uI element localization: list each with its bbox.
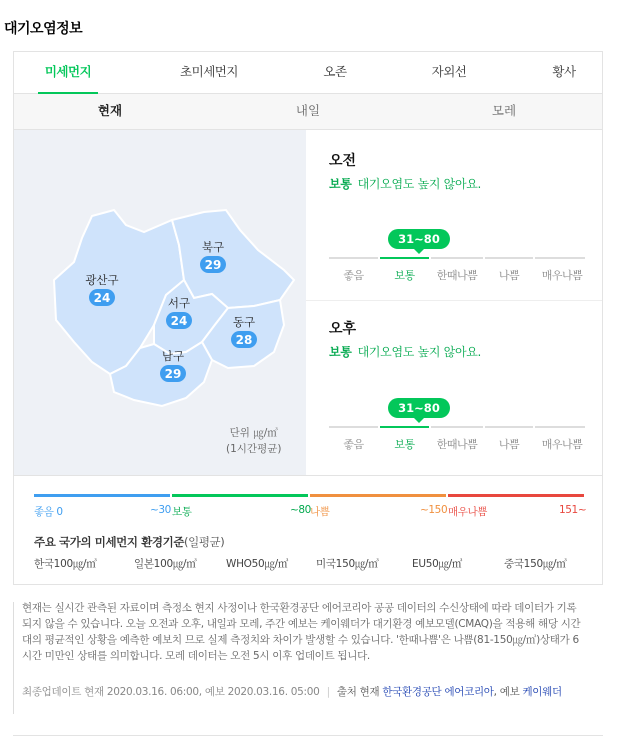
standards-title (34, 534, 224, 550)
standard-item: WHO50㎍/㎥ (226, 558, 289, 570)
day-tabs (14, 94, 602, 130)
forecast-pm-desc (329, 343, 481, 360)
source-link-kweather[interactable]: 케이웨더 (522, 686, 562, 698)
scale-seg (431, 257, 483, 259)
scale-seg (329, 257, 378, 259)
scale-seg (431, 426, 483, 428)
scale-seg (535, 257, 585, 259)
forecast-pm-grade: 보통 (329, 345, 352, 359)
tab-pm25[interactable]: 초미세먼지 (180, 64, 238, 79)
scale-seg-active (380, 257, 429, 259)
scale-label: 매우나쁨 (541, 269, 583, 282)
district-label-nam: 남구 (161, 349, 185, 363)
district-label-seo: 서구 (167, 296, 191, 310)
subtab-tomorrow[interactable]: 내일 (295, 103, 321, 118)
scale-label: 매우나쁨 (541, 438, 583, 451)
forecast-am-title: 오전 (329, 153, 357, 169)
tab-ozone[interactable]: 오존 (323, 64, 347, 79)
scale-label-active: 보통 (394, 269, 415, 282)
forecast-am (306, 130, 602, 300)
district-map (14, 130, 306, 475)
legend-bar-bad (310, 494, 446, 497)
scale-label: 한때나쁨 (436, 438, 478, 451)
legend-very-bad-label: 매우나쁨 (448, 506, 487, 518)
scale-label: 한때나쁨 (436, 269, 478, 282)
scale-label-active: 보통 (394, 438, 415, 451)
grade-legend (14, 475, 602, 586)
bottom-divider (13, 735, 603, 736)
notice-bar (13, 602, 14, 714)
update-info: 최종업데이트 현재 2020.03.16. 06:00, 예보 2020.03.16. 05:00 | 출처 현재 한국환경공단 에어코리아, 예보 케이웨더 (22, 686, 562, 698)
scale-seg (535, 426, 585, 428)
pollutant-tabs (14, 52, 602, 94)
district-label-gwangsan: 광산구 (85, 273, 119, 287)
standard-item: 미국150㎍/㎥ (316, 558, 379, 570)
forecast-pm-range-pill: 31~80 (388, 398, 450, 418)
legend-bar-very-bad (448, 494, 584, 497)
source-link-airkorea[interactable]: 한국환경공단 에어코리아 (382, 686, 494, 698)
forecast-pm-message: 대기오염도 높지 않아요. (357, 345, 482, 359)
standard-item: 일본100㎍/㎥ (134, 558, 197, 570)
scale-seg (329, 426, 378, 428)
forecast-am-grade: 보통 (329, 177, 352, 191)
legend-bar-good (34, 494, 170, 497)
scale-seg-active (380, 426, 429, 428)
tab-uv[interactable]: 자외선 (431, 64, 467, 79)
district-value-dong: 28 (235, 333, 253, 347)
scale-label: 나쁨 (498, 269, 520, 282)
update-timestamp: 최종업데이트 현재 2020.03.16. 06:00, 예보 2020.03.16. 05:00 (22, 686, 320, 698)
scale-seg (485, 257, 533, 259)
map-unit-note (226, 425, 281, 457)
standards-title-text: 주요 국가의 미세먼지 환경기준 (34, 535, 185, 549)
forecast-pm (306, 300, 602, 470)
source-mid: , 예보 (493, 686, 520, 698)
standard-item: EU50㎍/㎥ (412, 558, 463, 570)
scale-label: 좋음 (343, 438, 364, 451)
scale-label: 좋음 (343, 269, 364, 282)
district-value-seo: 24 (170, 314, 188, 328)
legend-very-bad-end: 151~ (559, 504, 587, 516)
notice-text: 현재는 실시간 관측된 자료이며 측정소 현지 사정이나 한국환경공단 에어코리아 공공 데이터의 수신상태에 따라 데이터가 기록되지 않을 수 있습니다. 오늘 오전과 오후, 내일과 모레, 주간 예보는 케이웨더가 대기환경 예보모델(CMAQ)을 적용해 해당 시간대의 평균적인 상황을 예측한 예보치 므로 실제 측정치와 차이가 발생할 수 있습니다. '한때나쁨'은 나쁨(81-150㎍/㎥)상태가 6시간 미만인 상태를 의미합니다. 모레 데이터는 오전 5시 이후 업데이트 됩니다. (22, 602, 581, 662)
district-value-gwangsan: 24 (93, 291, 111, 305)
subtab-day-after[interactable]: 모레 (491, 103, 517, 118)
legend-good-end: ~30 (150, 504, 171, 516)
legend-bad-end: ~150 (420, 504, 448, 516)
tab-yellow-dust[interactable]: 황사 (552, 64, 576, 79)
forecast-am-range-pill: 31~80 (388, 229, 450, 249)
standard-item: 한국100㎍/㎥ (34, 558, 97, 570)
forecast-panel (306, 130, 602, 475)
forecast-pm-title: 오후 (329, 321, 357, 337)
map-unit-label: 단위 ㎍/㎥ (229, 427, 278, 439)
scale-label: 나쁨 (498, 438, 520, 451)
district-label-dong: 동구 (232, 315, 256, 329)
district-value-buk: 29 (204, 258, 222, 272)
legend-normal-end: ~80 (290, 504, 311, 516)
tab-pm10[interactable]: 미세먼지 (38, 52, 98, 94)
forecast-am-message: 대기오염도 높지 않아요. (357, 177, 482, 191)
scale-seg (485, 426, 533, 428)
subtab-now[interactable]: 현재 (97, 103, 123, 118)
forecast-am-desc (329, 175, 481, 192)
source-label: 출처 현재 (336, 686, 380, 698)
standard-item: 중국150㎍/㎥ (504, 558, 567, 570)
legend-bad-label: 나쁨 (310, 506, 330, 518)
legend-normal-label: 보통 (172, 506, 192, 518)
district-label-buk: 북구 (201, 240, 225, 254)
legend-good-label: 좋음 0 (34, 506, 63, 518)
standards-title-sub: (일평균) (184, 535, 225, 549)
air-quality-card (13, 51, 603, 585)
legend-bar-normal (172, 494, 308, 497)
district-value-nam: 29 (164, 367, 182, 381)
map-unit-period: (1시간평균) (226, 443, 282, 455)
page-title: 대기오염정보 (4, 21, 83, 37)
